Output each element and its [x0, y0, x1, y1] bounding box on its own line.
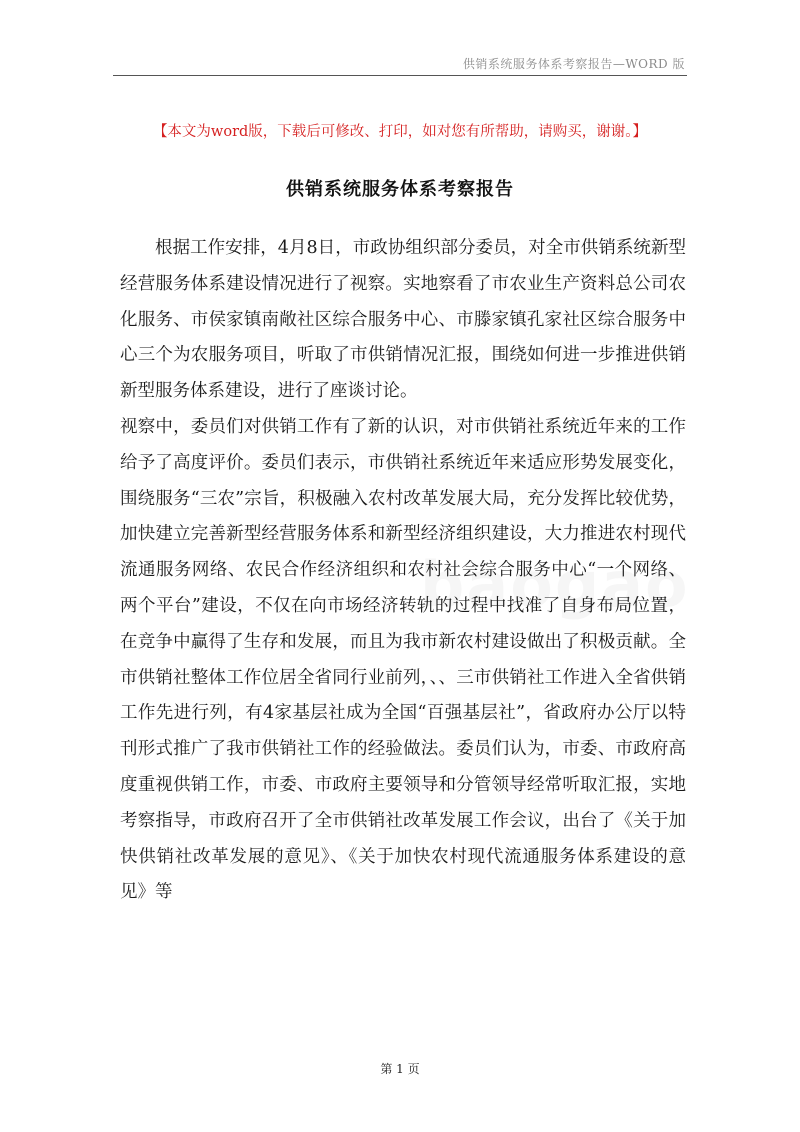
- header-divider: [113, 75, 687, 76]
- running-header: 供销系统服务体系考察报告—WORD 版: [462, 57, 685, 71]
- paragraph: 根据工作安排，4月8日，市政协组织部分委员，对全市供销系统新型经营服务体系建设情况进行了视察。实地察看了市农业生产资料总公司农化服务、市侯家镇南敞社区综合服务中心、市滕家镇孔家社区综合服务中心三个为农服务项目，听取了市供销情况汇报，围绕如何进一步推进供销新型服务体系建设，进行了座谈讨论。: [120, 238, 686, 402]
- download-notice: 【本文为word版，下载后可修改、打印，如对您有所帮助，请购买，谢谢。】: [152, 124, 648, 140]
- document-title: 供销系统服务体系考察报告: [286, 179, 514, 200]
- page-number: 第 1 页: [380, 1062, 420, 1076]
- paragraph: 视察中，委员们对供销工作有了新的认识，对市供销社系统近年来的工作给予了高度评价。委员们表示，市供销社系统近年来适应形势发展变化，围绕服务“三农”宗旨，积极融入农村改革发展大局，充分发挥比较优势，加快建立完善新型经营服务体系和新型经济组织建设，大力推进农村现代流通服务网络、农民合作经济组织和农村社会综合服务中心“一个网络、两个平台”建设，不仅在向市场经济转轨的过程中找准了自身布局位置，在竞争中赢得了生存和发展，而且为我市新农村建设做出了积极贡献。全市供销社整体工作位居全省同行业前列，、、三市供销社工作进入全省供销工作先进行列，有4家基层社成为全国“百强基层社”，省政府办公厅以特刊形式推广了我市供销社工作的经验做法。委员们认为，市委、市政府高度重视供销工作，市委、市政府主要领导和分管领导经常听取汇报，实地考察指导，市政府召开了全市供销社改革发展工作会议，出台了《关于加快供销社改革发展的意见》、《关于加快农村现代流通服务体系建设的意见》等: [120, 416, 686, 903]
- watermark: [420, 548, 690, 621]
